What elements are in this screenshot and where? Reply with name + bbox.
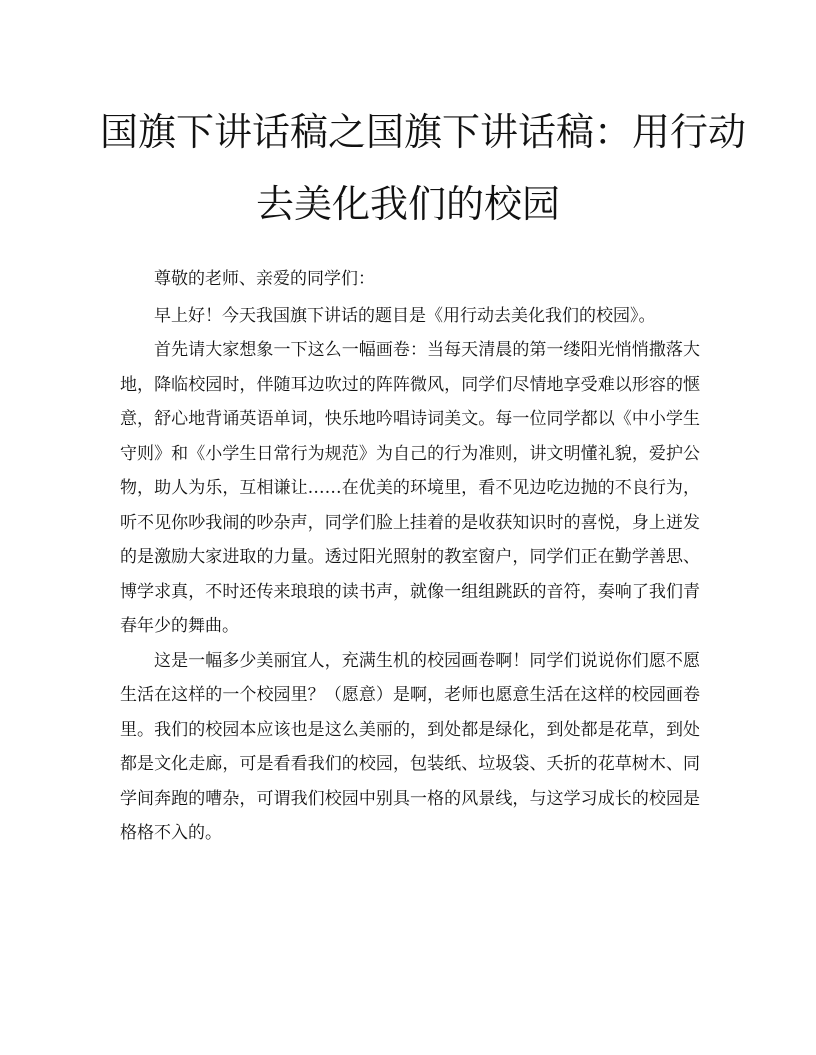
- document-body: [120, 262, 700, 851]
- body-paragraph: 首先请大家想象一下这么一幅画卷：当每天清晨的第一缕阳光悄悄撒落大地，降临校园时，伴随耳边吹过的阵阵微风，同学们尽情地享受难以形容的惬意，舒心地背诵英语单词，快乐地吟唱诗词美文。每一位同学都以《中小学生守则》和《小学生日常行为规范》为自己的行为准则，讲文明懂礼貌，爱护公物，助人为乐，互相谦让……在优美的环境里，看不见边吃边抛的不良行为，听不见你吵我闹的吵杂声，同学们脸上挂着的是收获知识时的喜悦，身上迸发的是激励大家进取的力量。透过阳光照射的教室窗户，同学们正在勤学善思、博学求真，不时还传来琅琅的读书声，就像一组组跳跃的音符，奏响了我们青春年少的舞曲。: [120, 340, 700, 636]
- body-paragraph: 这是一幅多少美丽宜人，充满生机的校园画卷啊！同学们说说你们愿不愿生活在这样的一个校园里？（愿意）是啊，老师也愿意生活在这样的校园画卷里。我们的校园本应该也是这么美丽的，到处都是绿化，到处都是花草，到处都是文化走廊，可是看看我们的校园，包装纸、垃圾袋、夭折的花草树木、同学间奔跑的嘈杂，可谓我们校园中别具一格的风景线，与这学习成长的校园是格格不入的。: [120, 650, 700, 843]
- title-line-1: 国旗下讲话稿之国旗下讲话稿：用行动: [100, 110, 747, 154]
- greeting-paragraph: 早上好！今天我国旗下讲话的题目是《用行动去美化我们的校园》。: [154, 305, 656, 326]
- document-title: [100, 96, 747, 240]
- salutation-paragraph: 尊敬的老师、亲爱的同学们：: [154, 269, 375, 289]
- title-line-2: 去美化我们的校园: [255, 182, 560, 226]
